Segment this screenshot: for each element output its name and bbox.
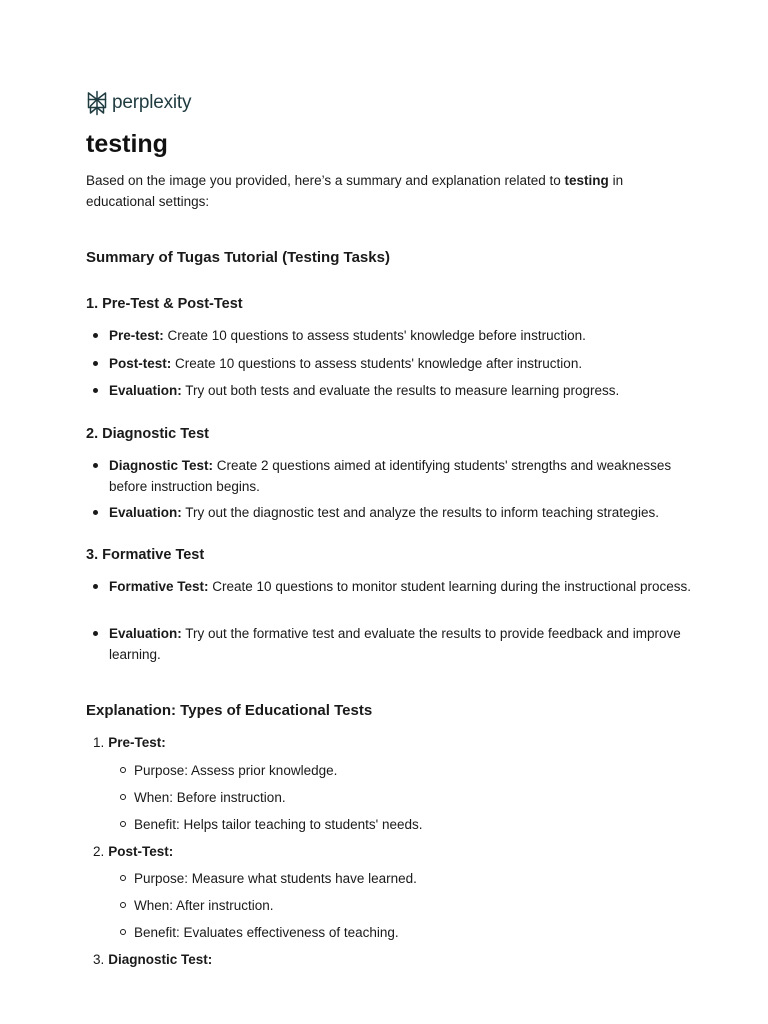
list-item <box>109 380 699 401</box>
item-text: Try out the diagnostic test and analyze the results to inform teaching strategies. <box>181 505 660 520</box>
intro-paragraph <box>86 170 686 212</box>
item-label: Post-test: <box>109 356 172 371</box>
brand-name: perplexity <box>112 92 192 113</box>
sub-item: Purpose: Assess prior knowledge. <box>134 760 337 781</box>
section-heading-diagnostic-test: 2. Diagnostic Test <box>86 426 210 442</box>
intro-text-bold: testing <box>564 173 609 188</box>
item-label: Post-Test: <box>108 844 174 859</box>
item-label: Diagnostic Test: <box>108 952 213 967</box>
sub-item: Purpose: Measure what students have learned. <box>134 868 417 889</box>
item-number: 1. <box>93 735 105 750</box>
perplexity-logo-icon <box>86 90 108 116</box>
item-label: Evaluation: <box>109 383 182 398</box>
summary-heading: Summary of Tugas Tutorial (Testing Tasks) <box>86 249 390 266</box>
item-text: Create 2 questions aimed at identifying students' strengths and weaknesses before instruction begins. <box>109 458 672 494</box>
item-label: Diagnostic Test: <box>109 458 214 473</box>
item-text: Create 10 questions to assess students' knowledge before instruction. <box>163 328 586 343</box>
list-item <box>109 502 699 523</box>
list-item <box>109 576 699 597</box>
section-heading-formative-test: 3. Formative Test <box>86 547 205 563</box>
list-item <box>109 325 699 346</box>
item-label: Pre-test: <box>109 328 164 343</box>
item-label: Evaluation: <box>109 626 182 641</box>
item-number: 2. <box>93 844 105 859</box>
numbered-item <box>93 841 173 862</box>
item-text: Create 10 questions to assess students' knowledge after instruction. <box>171 356 583 371</box>
item-text: Try out both tests and evaluate the results to measure learning progress. <box>181 383 620 398</box>
numbered-item <box>93 949 212 970</box>
sub-item: Benefit: Helps tailor teaching to students' needs. <box>134 814 423 835</box>
item-label: Pre-Test: <box>108 735 166 750</box>
explanation-heading: Explanation: Types of Educational Tests <box>86 702 373 719</box>
sub-item: When: Before instruction. <box>134 787 286 808</box>
intro-text-before: Based on the image you provided, here’s a summary and explanation related to <box>86 173 565 188</box>
item-label: Evaluation: <box>109 505 182 520</box>
section-heading-pre-post-test: 1. Pre-Test & Post-Test <box>86 296 243 312</box>
intro-text-after: in educational settings: <box>86 173 624 209</box>
numbered-item <box>93 732 166 753</box>
item-text: Create 10 questions to monitor student learning during the instructional process. <box>208 579 692 594</box>
sub-item: When: After instruction. <box>134 895 274 916</box>
list-item <box>109 623 699 665</box>
page-title: testing <box>86 130 168 158</box>
sub-item: Benefit: Evaluates effectiveness of teaching. <box>134 922 399 943</box>
list-item <box>109 455 699 497</box>
item-number: 3. <box>93 952 105 967</box>
brand-logo[interactable] <box>86 90 191 116</box>
list-item <box>109 353 699 374</box>
item-label: Formative Test: <box>109 579 209 594</box>
item-text: Try out the formative test and evaluate the results to provide feedback and improve learning. <box>109 626 681 662</box>
